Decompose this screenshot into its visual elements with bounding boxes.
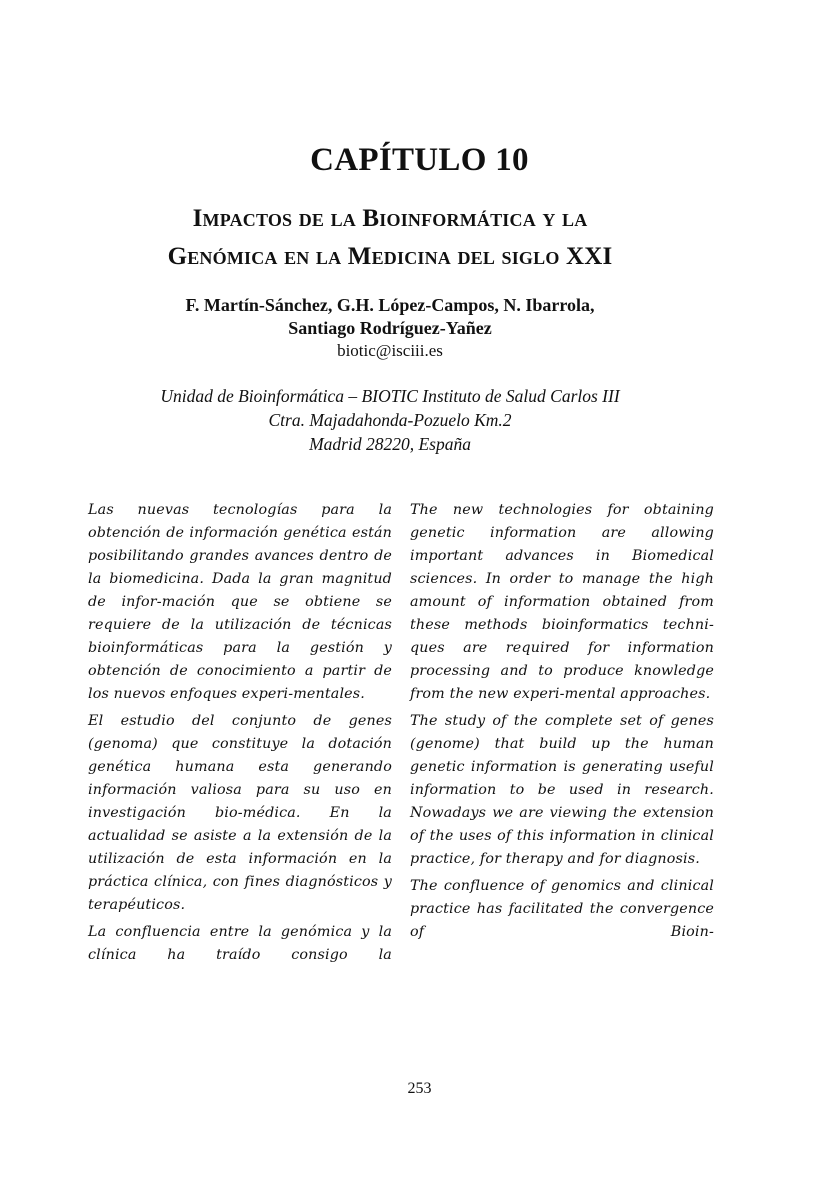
author-list bbox=[60, 294, 720, 340]
abstract-spanish-paragraph: Las nuevas tecnologías para la obtención de información genética están posibilitando grandes avances dentro de la biomedicina. Dada la gran magnitud de infor-mación que se obtiene se requiere de la utilización de técnicas bioinformáticas para la gestión y obtención de conocimiento a partir de los nuevos enfoques experi-mentales. bbox=[88, 502, 392, 702]
abstract-spanish-paragraph: La confluencia entre la genómica y la clínica ha traído consigo la bbox=[88, 924, 392, 963]
author-line-1: F. Martín-Sánchez, G.H. López-Campos, N. Ibarrola, bbox=[185, 295, 595, 315]
chapter-title-line-1: Impactos de la Bioinformática y la bbox=[192, 205, 588, 232]
abstract-english-column bbox=[410, 499, 714, 948]
affiliation-line-3: Madrid 28220, España bbox=[309, 434, 471, 454]
affiliation-line-2: Ctra. Majadahonda-Pozuelo Km.2 bbox=[268, 410, 512, 430]
page-number: 253 bbox=[407, 1080, 432, 1097]
chapter-title-line-2: Genómica en la Medicina del siglo XXI bbox=[167, 243, 613, 270]
author-line-2: Santiago Rodríguez-Yañez bbox=[288, 318, 492, 338]
affiliation-line-1: Unidad de Bioinformática – BIOTIC Instituto de Salud Carlos III bbox=[160, 386, 620, 406]
abstract-spanish-column bbox=[88, 499, 392, 971]
contact-email: biotic@isciii.es bbox=[337, 341, 443, 360]
abstract-english-paragraph: The new technologies for obtaining genetic information are allowing important advances in Biomedical sciences. In order to manage the high amount of information obtained from these methods bioinformatics techni-ques are required for information processing and to produce knowledge from the new experi-mental approaches. bbox=[410, 502, 714, 702]
affiliation-block bbox=[40, 384, 740, 456]
abstract-spanish-paragraph: El estudio del conjunto de genes (genoma) que constituye la dotación genética humana esta generando información valiosa para su uso en investigación bio-médica. En la actualidad se asiste a la extensión de la utilización de esta información en la práctica clínica, con fines diagnósticos y terapéuticos. bbox=[88, 713, 392, 913]
abstract-english-paragraph: The study of the complete set of genes (genome) that build up the human genetic information is generating useful information to be used in research. Nowadays we are viewing the extension of the uses of this information in clinical practice, for therapy and for diagnosis. bbox=[410, 713, 714, 867]
abstract-english-paragraph: The confluence of genomics and clinical practice has facilitated the convergence of Bioin- bbox=[410, 878, 714, 940]
chapter-title bbox=[60, 200, 720, 276]
chapter-label: CAPÍTULO 10 bbox=[310, 142, 529, 178]
